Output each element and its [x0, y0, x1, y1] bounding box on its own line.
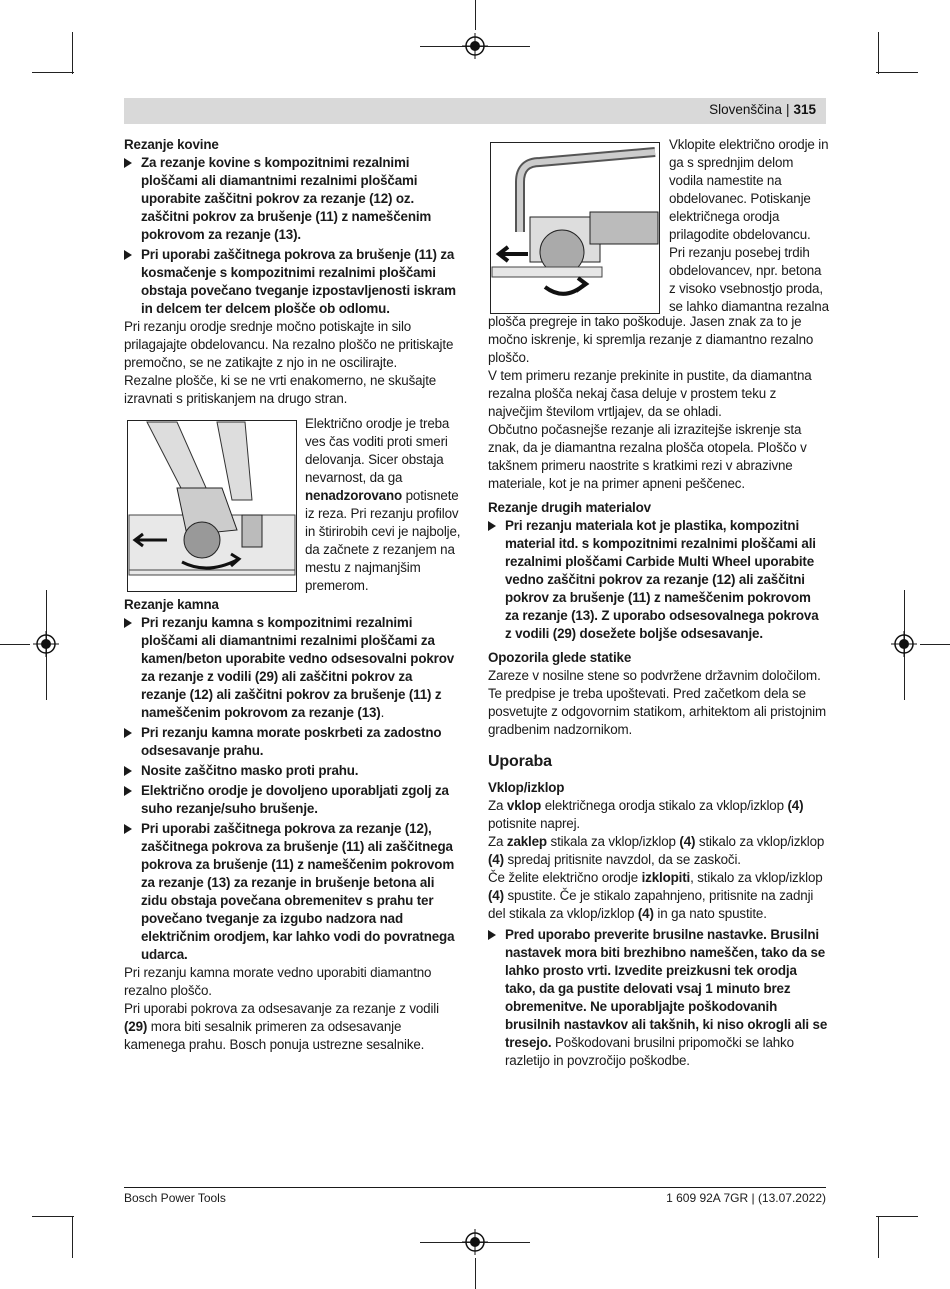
paragraph: V tem primeru rezanje prekinite in pustite, da diamantna rezalna plošča nekaj časa deluje v prostem teku z največjim številom vrtljajev, da se ohladi. [488, 368, 812, 419]
bullet-item [124, 246, 458, 318]
bullet-item: Električno orodje je dovoljeno uporabljati zgolj za suho rezanje/suho brušenje. [124, 782, 458, 818]
section-heading-other: Rezanje drugih materialov [488, 500, 651, 515]
footer-rule [124, 1187, 826, 1188]
bullet-text: Pri uporabi zaščitnega pokrova za brušenje (11) za kosmačenje s kompozitnimi rezalnimi ploščami obstaja povečano tveganje izpostavljenosti iskram in delcem ter delcem plošče ob odlomu. [141, 247, 456, 316]
bullet-triangle-icon [124, 728, 132, 738]
paragraph: Pri uporabi pokrova za odsesavanje za rezanje z vodili (29) mora biti sesalnik primeren za odsesavanje kamenega prahu. Bosch ponuja ustrezne sesalnike. [124, 1001, 439, 1052]
paragraph: plošča pregreje in tako poškoduje. Jasen znak za to je močno iskrenje, ki spremlja rezanje z diamantno rezalno ploščo. [488, 314, 814, 365]
page-header [124, 98, 826, 124]
crop-mark [72, 32, 73, 74]
bullet-item: Pri uporabi zaščitnega pokrova za rezanje (12), zaščitnega pokrova za brušenje (11) ali zaščitnega pokrova za brušenje (11) z nameščenim pokrovom za rezanje (13) za rezanje in brušenje betona ali zidu obstaja povečana obremenitev s prahu ter povečano tveganje za izgubo nadzora nad električnim orodjem, kar lahko vodi do povratnega udarca. [124, 820, 458, 964]
cutting-illustration [127, 420, 297, 592]
section-heading-use: Uporaba [488, 753, 552, 770]
registration-mark-icon [33, 631, 59, 657]
crop-mark [878, 32, 879, 74]
paragraph: Vklopite električno orodje in ga s sprednjim delom vodila namestite na obdelovanec. Potiskanje električnega orodja prilagodite obdelovancu. [669, 137, 829, 242]
crop-mark [876, 72, 918, 73]
crop-mark [878, 1216, 879, 1258]
registration-mark-icon [891, 631, 917, 657]
crop-mark [475, 1258, 476, 1289]
section-heading-metal: Rezanje kovine [124, 137, 219, 152]
bullet-triangle-icon [124, 766, 132, 776]
header-separator: | [785, 102, 790, 117]
subheading-onoff: Vklop/izklop [488, 780, 565, 795]
crop-mark [475, 0, 476, 30]
paragraph: Za vklop električnega orodja stikalo za vklop/izklop (4) potisnite naprej. [488, 798, 804, 831]
bullet-item: Nosite zaščitno masko proti prahu. [124, 762, 458, 780]
left-column-top [124, 136, 458, 408]
bullet-item: Pri rezanju materiala kot je plastika, kompozitni material itd. s kompozitnimi rezalnimi ploščami ali rezalnimi ploščami Carbide Multi Wheel uporabite vedno zaščitni pokrov za rezanje (12) ali zaščitni pokrov za brušenje (11) z nameščenim pokrovom za rezanje (13). Z uporabo odsesovalnega pokrova z vodili (29) dosežete boljše odsesavanje. [488, 517, 828, 643]
paragraph: Če želite električno orodje izklopiti, stikalo za vklop/izklop (4) spustite. Če je stikalo zapahnjeno, pritisnite na zadnji del stikala za vklop/izklop (4) in ga nato spustite. [488, 870, 823, 921]
paragraph: Zareze v nosilne stene so podvržene državnim določilom. Te predpise je treba upoštevati. Pred začetkom dela se posvetujte z odgovornim statikom, arhitektom ali pristojnim gradbenim nadzornikom. [488, 668, 826, 737]
left-column-bottom [124, 596, 458, 1054]
paragraph: Rezalne plošče, ki se ne vrti enakomerno, ne skušajte izravnati s pritiskanjem na drugo stran. [124, 373, 437, 406]
paragraph: Električno orodje je treba ves čas voditi proti smeri delovanja. Sicer obstaja nevarnost, da ga nenadzorovano potisnete iz reza. Pri rezanju profilov in štirirobih cevi je najbolje, da začnete z rezanjem na mestu z najmanjšim premerom. [305, 416, 461, 593]
bullet-triangle-icon [488, 930, 496, 940]
footer-brand: Bosch Power Tools [124, 1191, 226, 1205]
crop-mark [72, 1216, 73, 1258]
bullet-item: Pri rezanju kamna s kompozitnimi rezalnimi ploščami ali diamantnimi rezalnimi ploščami za kamen/beton uporabite vedno odsesovalni pokrov za rezanje z vodili (29) ali zaščitni pokrov za rezanje (12) ali zaščitni pokrov za brušenje (11) z nameščenim pokrovom za rezanje (13). [124, 614, 458, 722]
bullet-triangle-icon [124, 618, 132, 628]
bullet-triangle-icon [488, 521, 496, 531]
crop-mark [920, 644, 950, 645]
crop-mark [32, 1216, 74, 1217]
bullet-item: Pri rezanju kamna morate poskrbeti za zadostno odsesavanje prahu. [124, 724, 458, 760]
bullet-triangle-icon [124, 786, 132, 796]
crop-mark [876, 1216, 918, 1217]
paragraph: Pri rezanju posebej trdih obdelovancev, npr. betona z visoko vsebnostjo proda, se lahko diamantna rezalna [669, 245, 829, 314]
crop-mark [32, 72, 74, 73]
footer-docref: 1 609 92A 7GR | (13.07.2022) [666, 1191, 826, 1205]
section-heading-statics: Opozorila glede statike [488, 650, 632, 665]
bullet-text: Za rezanje kovine s kompozitnimi rezalnimi ploščami ali diamantnimi rezalnimi ploščami uporabite zaščitni pokrov za rezanje (12) oz. zaščitni pokrov za brušenje (11) z nameščenim pokrovom za rezanje (13). [141, 155, 432, 242]
paragraph: Pri rezanju orodje srednje močno potiskajte in silo prilagajajte obdelovancu. Na rezalno ploščo ne pritiskajte premočno, se ne zatikajte z njo in ne oscilirajte. [124, 319, 454, 370]
paragraph: Občutno počasnejše rezanje ali izrazitejše iskrenje sta znak, da je diamantna rezalna plošča otopela. Ploščo v takšnem primeru naostrite s kratkimi rezi v abrazivne materiale, kot je na primer apneni peščenec. [488, 422, 807, 491]
left-wrap-text [305, 415, 461, 595]
bullet-item: Pred uporabo preverite brusilne nastavke. Brusilni nastavek mora biti brezhibno nameščen, tako da se lahko prosto vrti. Izvedite preizkusni tek orodja tako, da ga pustite delovati vsaj 1 minuto brez obremenitve. Ne uporabljajte poškodovanih brusilnih nastavkov ali takšnih, ki niso okrogli ali se tresejo. Poškodovani brusilni pripomočki se lahko razletijo in povzročijo poškodbe. [488, 926, 828, 1070]
bullet-triangle-icon [124, 824, 132, 834]
bullet-triangle-icon [124, 250, 132, 260]
section-heading-stone: Rezanje kamna [124, 597, 219, 612]
right-column [488, 313, 828, 1070]
page-number: 315 [793, 102, 816, 117]
paragraph: Za zaklep stikala za vklop/izklop (4) stikalo za vklop/izklop (4) spredaj pritisnite navzdol, da se zaskoči. [488, 834, 825, 867]
bullet-item [124, 154, 458, 244]
guide-sled-illustration [490, 142, 660, 314]
crop-mark [0, 644, 30, 645]
header-language: Slovenščina [709, 102, 782, 117]
registration-mark-icon [462, 1229, 488, 1255]
registration-mark-icon [462, 33, 488, 59]
right-wrap-text [669, 136, 829, 316]
bullet-triangle-icon [124, 158, 132, 168]
header-text [709, 102, 816, 117]
paragraph: Pri rezanju kamna morate vedno uporabiti diamantno rezalno ploščo. [124, 965, 432, 998]
